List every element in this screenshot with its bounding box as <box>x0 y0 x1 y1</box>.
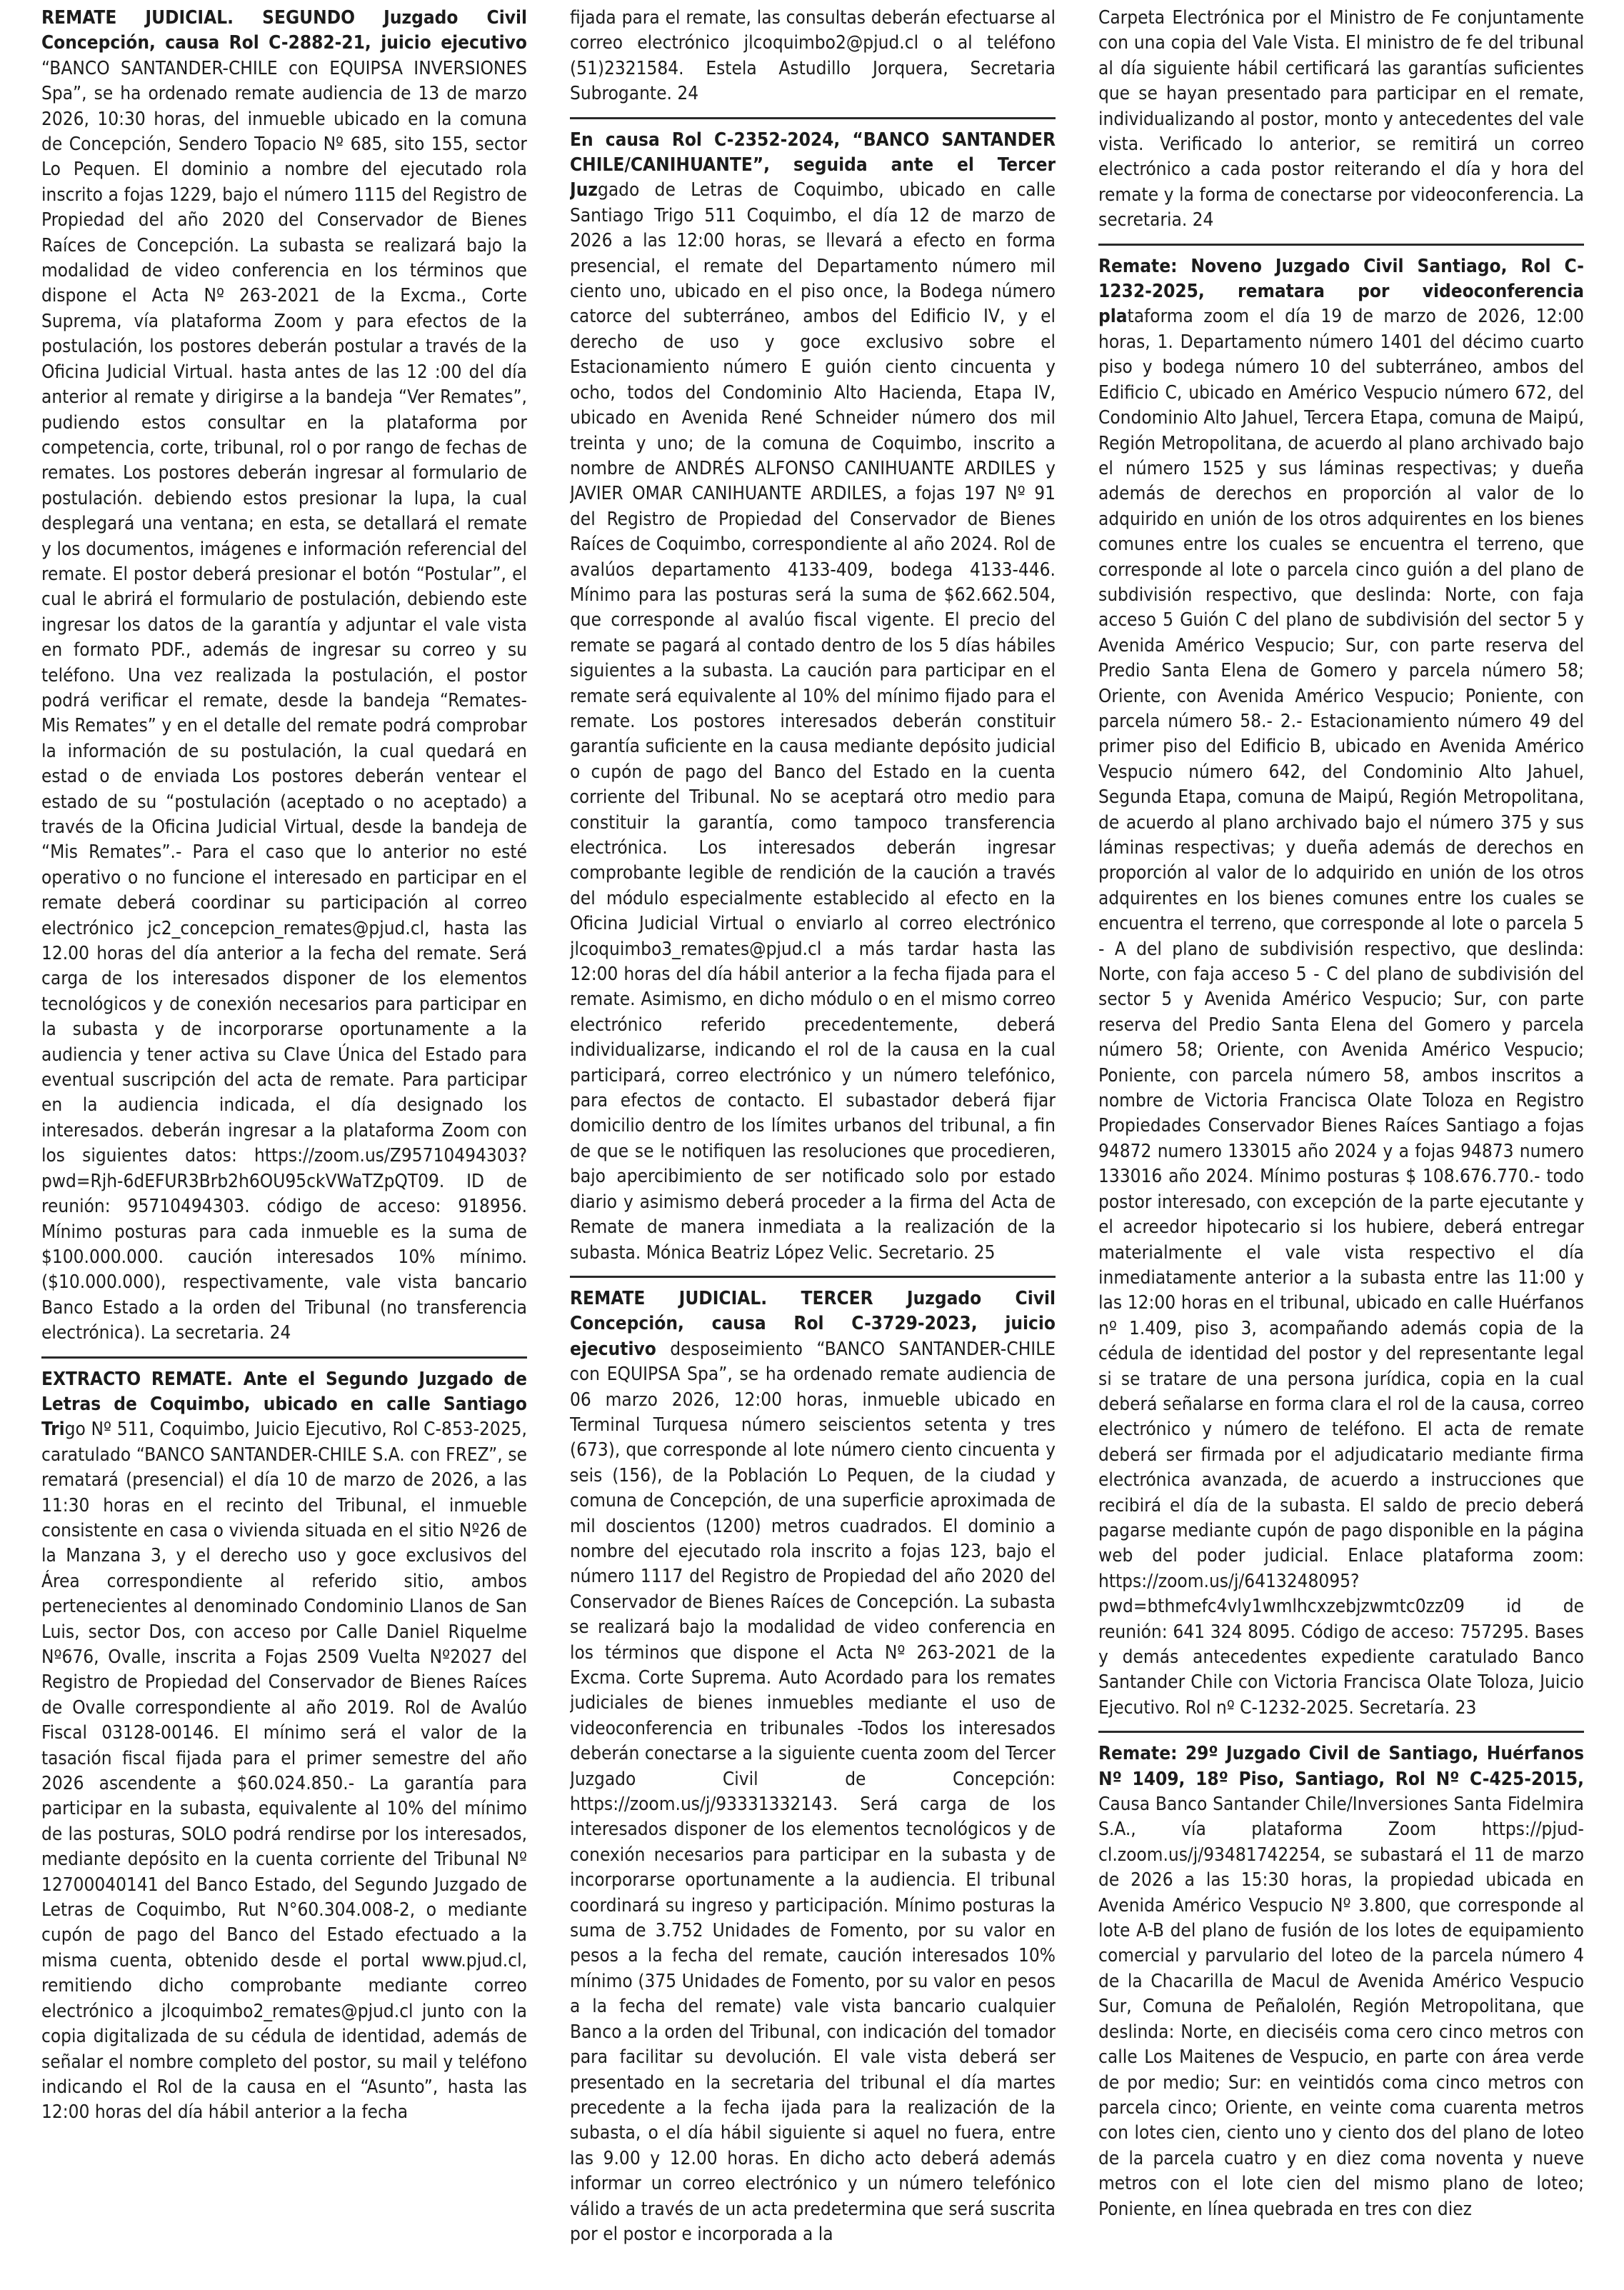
notice-body: “BANCO SANTANDER-CHILE con EQUIPSA INVERSIONES Spa”, se ha ordenado remate audiencia de 13 de marzo 2026, 10:30 horas, del inmueble ubicado en la comuna de Concepción, Sendero Topacio Nº 685, sito 155, sector Lo Pequen. El dominio a nombre del ejecutado rola inscrito a fojas 1229, bajo el número 1115 del Registro de Propiedad del año 2020 del Conservador de Bienes Raíces de Concepción. La subasta se realizará bajo la modalidad de video conferencia en los términos que dispone el Acta Nº 263-2021 de la Excma., Corte Suprema, vía plataforma Zoom y para efectos de la postulación, los postores deberán postular a través de la Oficina Judicial Virtual. hasta antes de las 12 :00 del día anterior al remate y dirigirse a la bandeja “Ver Remates”, pudiendo estos consultar en la plataforma por competencia, corte, tribunal, rol o por rango de fechas de remates. Los postores deberán ingresar al formulario de postulación. debiendo estos presionar la lupa, la cual desplegará una ventana; en esta, se detallará el remate y los documentos, imágenes e información referencial del remate. El postor deberá presionar el botón “Postular”, el cual le abrirá el formulario de postulación, debiendo este ingresar los datos de la garantía y adjuntar el vale vista en formato PDF., además de ingresar su correo y su teléfono. Una vez realizada la postulación, el postor podrá verificar el remate, desde la bandeja “Remates- Mis Remates” y en el detalle del remate podrá comprobar la información de su postulación, la cual quedará en estad o de enviada Los postores deberán ventear el estado de su “postulación (aceptado o no aceptado) a través de la Oficina Judicial Virtual, desde la bandeja de “Mis Remates”.- Para el caso que lo anterior no esté operativo o no funcione el interesado en participar en el remate deberá coordinar su participación al correo electrónico jc2_concepcion_remates@pjud.cl, hasta las 12.00 horas del día anterior a la fecha del remate. Será carga de los interesados disponer de los elementos tecnológicos y de conexión necesarios para participar en la subasta y de incorporarse oportunamente a la audiencia y tener activa su Clave Única del Estado para eventual suscripción del acta de remate. Para participar en la audiencia indicada, el día designado los interesados. deberán ingresar a la plataforma Zoom con los siguientes datos: https://zoom.us/Z95710494303?pwd=Rjh-6dEFUR3Brb2h6OU95ckVWaTZpQT09. ID de reunión: 95710494303. código de acceso: 918956. Mínimo posturas para cada inmueble es la suma de $100.000.000. caución interesados 10% mínimo. ($10.000.000), respectivamente, vale vista bancario Banco Estado a la orden del Tribunal (no transferencia electrónica). La secretaria. 24 <box>41 57 527 1344</box>
notice-heading: En causa Rol C-2352-2024, “BANCO SANTANDER CHILE/CANIHUANTE”, seguida ante el Tercer Juz <box>570 129 1056 201</box>
notice-body: desposeimiento “BANCO SANTANDER-CHILE con EQUIPSA Spa”, se ha ordenado remate audiencia de 06 marzo 2026, 12:00 horas, inmueble ubicado en Terminal Turquesa número seiscientos setenta y tres (673), que corresponde al lote número ciento cincuenta y seis (156), de la Población Lo Pequen, de la ciudad y comuna de Concepción, de una superficie aproximada de mil doscientos (1200) metros cuadrados. El dominio a nombre del ejecutado rola inscrito a fojas 123, bajo el número 1117 del Registro de Propiedad del año 2020 del Conservador de Bienes Raíces de Concepción. La subasta se realizará bajo la modalidad de video conferencia en los términos que dispone el Acta Nº 263-2021 de la Excma. Corte Suprema. Auto Acordado para los remates judiciales de bienes inmuebles mediante el uso de videoconferencia en tribunales -Todos los interesados deberán conectarse a la siguiente cuenta zoom del Tercer Juzgado Civil de Concepción: https://zoom.us/j/93331332143. Será carga de los interesados disponer de los elementos tecnológicos y de conexión necesarios para participar en la subasta y de incorporarse oportunamente a la audiencia. El tribunal coordinará su ingreso y participación. Mínimo posturas la suma de 3.752 Unidades de Fomento, por su valor en pesos a la fecha del remate, caución interesados 10% mínimo (375 Unidades de Fomento, por su valor en pesos a la fecha del remate) vale vista bancario cualquier Banco a la orden del Tribunal, con indicación del tomador para facilitar su devolución. El vale vista deberá ser presentado en la secretaria del tribunal el día martes precedente a la fecha ijada para la realización de la subasta, o el día hábil siguiente si aquel no fuera, entre las 9.00 y 12.00 horas. En dicho acto deberá además informar un correo electrónico y un número telefónico válido a través de un acta predetermina que será suscrita por el postor e incorporada a la <box>570 1338 1056 2245</box>
divider <box>41 1356 527 1359</box>
notice-extracto-coquimbo-c853 <box>41 1367 527 2126</box>
notice-body: taforma zoom el día 19 de marzo de 2026, 12:00 horas, 1. Departamento número 1401 del décimo cuarto piso y bodega número 10 del subterráneo, ambos del Edificio C, ubicado en Américo Vespucio número 672, del Condominio Alto Jahuel, Tercera Etapa, comuna de Maipú, Región Metropolitana, de acuerdo al plano archivado bajo el número 1525 y sus láminas respectivas; y dueña además de derechos en proporción al valor de lo adquirido en unión de los otros adquirentes en los bienes comunes entre los cuales se encuentra el terreno, que corresponde al lote o parcela cinco guión a del plano de subdivisión respectivo, que deslinda: Norte, con faja acceso 5 Guión C del plano de subdivisión del sector 5 y Avenida Américo Vespucio; Sur, con parte reserva del Predio Santa Elena de Gomero y parcela número 58; Oriente, con Avenida Américo Vespucio; Poniente, con parcela número 58.- 2.- Estacionamiento número 49 del primer piso del Edificio B, ubicado en Avenida Américo Vespucio número 642, del Condominio Alto Jahuel, Segunda Etapa, comuna de Maipú, Región Metropolitana, de acuerdo al plano archivado bajo el número 375 y sus láminas respectivas; y dueña además de derechos en proporción al valor de lo adquirido en unión de los otros adquirentes en los bienes comunes entre los cuales se encuentra el terreno, que corresponde al lote o parcela 5 - A del plano de subdivisión respectivo, que deslinda: Norte, con faja acceso 5 - C del plano de subdivisión del sector 5 y Avenida Américo Vespucio; Sur, con parte reserva del Predio Santa Elena del Gomero y parcela número 58; Oriente, con Avenida Américo Vespucio; Poniente, con parcela número 58, ambos inscritos a nombre de Victoria Francisca Olate Toloza en Registro Propiedades Conservador Bienes Raíces Santiago a fojas 94872 numero 133015 año 2024 y a fojas 94873 numero 133016 año 2024. Mínimo posturas $ 108.676.770.- todo postor interesado, con excepción de la parte ejecutante y el acreedor hipotecario si los hubiere, deberá entregar materialmente el vale vista respectivo el día inmediatamente anterior a la subasta entre las 11:00 y las 12:00 horas en el tribunal, ubicado en calle Huérfanos nº 1.409, piso 3, acompañando además copia de la cédula de identidad del postor y del representante legal si se tratare de una persona jurídica, copia en la cual deberá señalarse en forma clara el rol de la causa, correo electrónico y número de teléfono. El acta de remate deberá ser firmada por el adjudicatario mediante firma electrónica avanzada, de acuerdo a instrucciones que recibirá el día de la subasta. El saldo de precio deberá pagarse mediante cupón de pago disponible en la página web del poder judicial. Enlace plataforma zoom: https://zoom.us/j/6413248095?pwd=bthmefc4vly1wmlhcxzebjzwmtc0zz09 id de reunión: 641 324 8095. Código de acceso: 757295. Bases y demás antecedentes expediente caratulado Banco Santander Chile con Victoria Francisca Olate Toloza, Juicio Ejecutivo. Rol nº C-1232-2025. Secretaría. 23 <box>1098 306 1584 1719</box>
column-1 <box>41 0 527 2290</box>
notice-body: Carpeta Electrónica por el Ministro de Fe conjuntamente con una copia del Vale Vista. El ministro de fe del tribunal al día siguiente hábil certificará las garantías suficientes que se hayan presentado para participar en el remate, individualizando al postor, monto y antecedentes del vale vista. Verificado lo anterior, se remitirá un correo electrónico a cada postor reiterando el día y hora del remate y la forma de conectarse por videoconferencia. La secretaria. 24 <box>1098 7 1584 231</box>
notice-continuation-coquimbo <box>570 6 1056 107</box>
notice-remate-concepcion-c2882 <box>41 6 527 1346</box>
newspaper-page <box>41 0 1584 2290</box>
divider <box>1098 1731 1584 1733</box>
notice-heading: REMATE JUDICIAL. TERCER Juzgado Civil Concepción, causa Rol C-3729-2023, juicio ejecutivo <box>570 1287 1056 1360</box>
notice-continuation-concepcion <box>1098 6 1584 234</box>
notice-coquimbo-c2352 <box>570 128 1056 1266</box>
column-2 <box>570 0 1056 2290</box>
notice-heading: EXTRACTO REMATE. Ante el Segundo Juzgado de Letras de Coquimbo, ubicado en calle Santiago Tri <box>41 1368 527 1441</box>
notice-body: fijada para el remate, las consultas deberán efectuarse al correo electrónico jlcoquimbo2@pjud.cl o al teléfono (51)2321584. Estela Astudillo Jorquera, Secretaria Subrogante. 24 <box>570 7 1056 105</box>
notice-heading: Remate: Noveno Juzgado Civil Santiago, Rol C-1232-2025, rematara por videoconferencia pla <box>1098 255 1584 328</box>
notice-body: go Nº 511, Coquimbo, Juicio Ejecutivo, Rol C-853-2025, caratulado “BANCO SANTANDER-CHILE S.A. con FREZ”, se rematará (presencial) el día 10 de marzo de 2026, a las 11:30 horas en el recinto del Tribunal, el inmueble consistente en casa o vivienda situada en el sitio Nº26 de la Manzana 3, y el derecho uso y goce exclusivos del Área correspondiente al referido sitio, ambos pertenecientes al denominado Condominio Llanos de San Luis, sector Dos, con acceso por Calle Daniel Riquelme Nº676, Ovalle, inscrita a Fojas 2509 Vuelta Nº2027 del Registro de Propiedad del Conservador de Bienes Raíces de Ovalle correspondiente al año 2019. Rol de Avalúo Fiscal 03128-00146. El mínimo será el valor de la tasación fiscal fijada para el primer semestre del año 2026 ascendente a $60.024.850.- La garantía para participar en la subasta, equivalente al 10% del mínimo de las posturas, SOLO podrá rendirse por los interesados, mediante depósito en la cuenta corriente del Tribunal Nº 12700040141 del Banco Estado, del Segundo Juzgado de Letras de Coquimbo, Rut N°60.304.008-2, o mediante cupón de pago del Banco del Estado efectuado a la misma cuenta, obtenido desde el portal www.pjud.cl, remitiendo dicho comprobante mediante correo electrónico a jlcoquimbo2_remates@pjud.cl junto con la copia digitalizada de su cédula de identidad, además de señalar el nombre completo del postor, su mail y teléfono indicando el Rol de la causa en el “Asunto”, hasta las 12:00 horas del día hábil anterior a la fecha <box>41 1419 527 2124</box>
notice-body: gado de Letras de Coquimbo, ubicado en calle Santiago Trigo 511 Coquimbo, el día 12 de marzo de 2026 a las 12:00 horas, se llevará a efecto en forma presencial, el remate del Departamento número mil ciento uno, ubicado en el piso once, la Bodega número catorce del subterráneo, ambos del Edificio IV, y el derecho de uso y goce exclusivo sobre el Estacionamiento número E guión ciento cincuenta y ocho, todos del Condominio Alto Hacienda, Etapa IV, ubicado en Avenida René Schneider número dos mil treinta y uno; de la comuna de Coquimbo, inscrito a nombre de ANDRÉS ALFONSO CANIHUANTE ARDILES y JAVIER OMAR CANIHUANTE ARDILES, a fojas 197 Nº 91 del Registro de Propiedad del Conservador de Bienes Raíces de Coquimbo, correspondiente al año 2024. Rol de avalúos departamento 4133-409, bodega 4133-446. Mínimo para las posturas será la suma de $62.662.504, que corresponde al avalúo fiscal vigente. El precio del remate se pagará al contado dentro de los 5 días hábiles siguientes a la subasta. La caución para participar en el remate será equivalente al 10% del mínimo fijado para el remate. Los postores interesados deberán constituir garantía suficiente en la causa mediante depósito judicial o cupón de pago del Banco del Estado en la cuenta corriente del Tribunal. No se aceptará otro medio para constituir la garantía, como tampoco transferencia electrónica. Los interesados deberán ingresar comprobante legible de rendición de la caución a través del módulo especialmente establecido al efecto en la Oficina Judicial Virtual o enviarlo al correo electrónico jlcoquimbo3_remates@pjud.cl a más tardar hasta las 12:00 horas del día hábil anterior a la fecha fijada para el remate. Asimismo, en dicho módulo o en el mismo correo electrónico referido precedentemente, deberá individualizarse, indicando el rol de la causa en la cual participará, correo electrónico y un número telefónico, para efectos de contacto. El subastador deberá fijar domicilio dentro de los límites urbanos del tribunal, a fin de que se le notifiquen las resoluciones que procedieren, bajo apercibimiento de ser notificado solo por estado diario y asimismo deberá proceder a la firma del Acta de Remate de manera inmediata a la realización de la subasta. Mónica Beatriz López Velic. Secretario. 25 <box>570 179 1056 1264</box>
notice-santiago-c1232 <box>1098 254 1584 1721</box>
notice-remate-concepcion-c3729 <box>570 1286 1056 2247</box>
notice-body: Causa Banco Santander Chile/Inversiones Santa Fidelmira S.A., vía plataforma Zoom https://pjud-cl.zoom.us/j/93481742254, se subastará el 11 de marzo de 2026 a las 15:30 horas, la propiedad ubicada en Avenida Américo Vespucio Nº 3.800, que corresponde al lote A-B del plano de fusión de los lotes de equipamiento comercial y parvulario del loteo de la parcela número 4 de la Chacarilla de Macul de Avenida Américo Vespucio Sur, Comuna de Peñalolén, Región Metropolitana, que deslinda: Norte, en dieciséis coma cero cinco metros con calle Los Maitenes de Vespucio, en parte con área verde de por medio; Sur: en veintidós coma cinco metros con parcela cinco; Oriente, en veinte coma cuarenta metros con lotes cien, ciento uno y ciento dos del plano de loteo de la parcela cuatro y en diez coma noventa y nueve metros con el lote cien del mismo plano de loteo; Poniente, en línea quebrada en tres con diez <box>1098 1794 1584 2220</box>
divider <box>1098 244 1584 246</box>
column-3 <box>1098 0 1584 2290</box>
notice-santiago-c425 <box>1098 1741 1584 2222</box>
notice-heading: REMATE JUDICIAL. SEGUNDO Juzgado Civil Concepción, causa Rol C-2882-21, juicio ejecutivo <box>41 7 527 54</box>
divider <box>570 117 1056 119</box>
notice-heading: Remate: 29º Juzgado Civil de Santiago, Huérfanos Nº 1409, 18º Piso, Santiago, Rol Nº C-425-2015, <box>1098 1743 1584 1790</box>
divider <box>570 1276 1056 1278</box>
